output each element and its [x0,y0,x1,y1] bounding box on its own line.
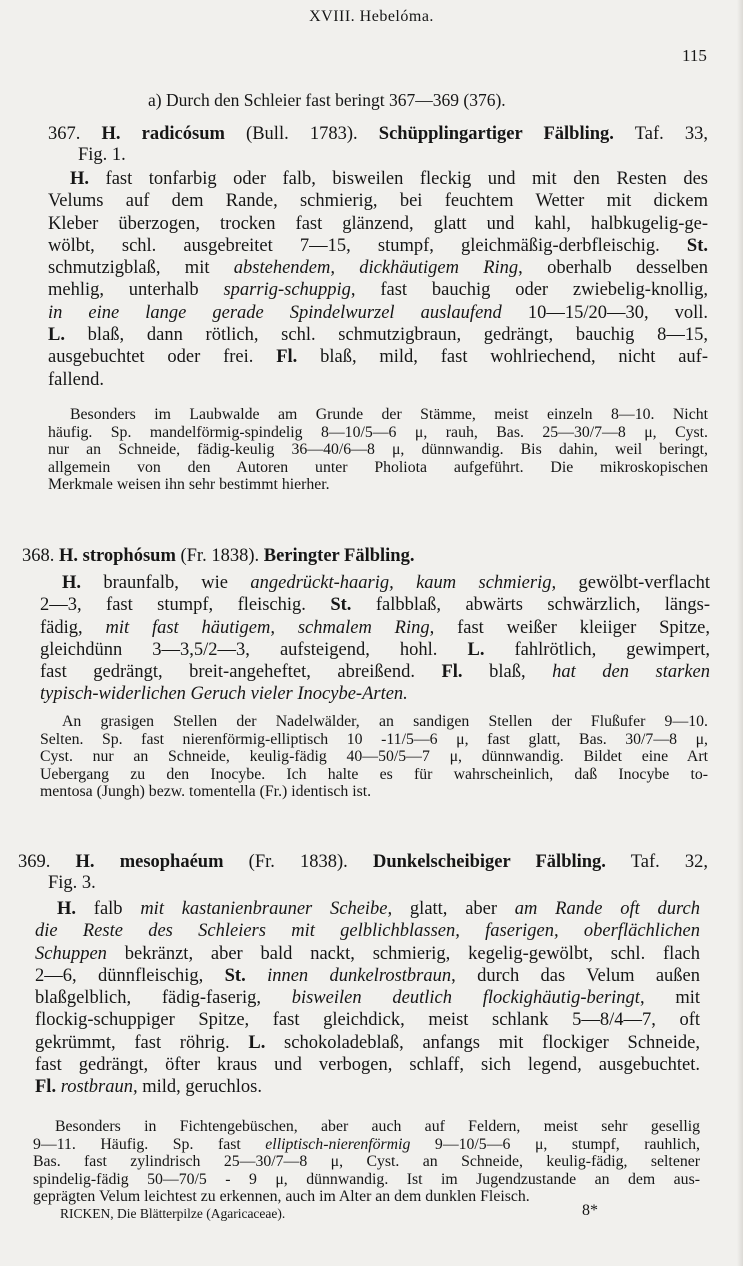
text-run: mentosa (Jungh) bezw. tomentella (Fr.) identisch ist. [40,783,372,801]
text-line [33,1153,700,1171]
text-line [40,748,708,766]
text-run: (Fr. 1838). [223,852,373,872]
italic-text: am Rande oft durch [514,899,700,919]
entry-368-notes [40,713,708,801]
text-line [48,124,708,145]
text-run: gekrümmt, fast röhrig. [35,1032,249,1053]
text-run: ausgebuchtet oder frei. [48,347,277,368]
text-line [35,1076,700,1098]
text-line [48,302,708,324]
entry-369-heading [18,852,708,894]
text-run: Besonders im Laubwalde am Grunde der Stämme, meist einzeln 8—10. Nicht [70,406,708,423]
text-run: Cyst. nur an Schneide, keulig-fädig 40—50/5—7 μ, dünnwandig. Bildet eine Art [40,748,708,766]
text-line [40,713,708,731]
bold-text: H. [57,899,77,919]
bold-text: H. radicósum [101,124,225,144]
text-run: wölbt, schl. ausgebreitet 7—15, stumpf, gleichmäßig-derbfleischig. [48,235,687,256]
text-line [48,145,708,166]
text-line [48,235,708,257]
text-line [35,898,700,920]
entry-367-notes [48,406,708,494]
text-line [35,1032,700,1054]
text-run: bekränzt, aber bald nackt, schmierig, kegelig-gewölbt, schl. flach [106,943,700,964]
text-run: , fast bauchig oder zwiebelig-knollig, [350,280,708,301]
bold-text: St. [224,965,246,986]
page-number: 115 [682,46,707,65]
italic-text: elliptisch-nierenförmig [265,1135,411,1153]
text-line [48,406,708,424]
bold-text: St. [330,595,352,616]
text-run: Taf. 33, [613,124,708,144]
text-run: (Bull. 1783). [224,124,379,144]
italic-text: bisweilen deutlich flockighäutig-beringt [291,988,640,1009]
italic-text: angedrückt-haarig, kaum schmierig, [250,573,557,593]
text-run: Besonders in Fichtengebüschen, aber auch auf Feldern, meist sehr gesellig [55,1118,700,1135]
text-line [48,346,708,368]
bold-text: Beringter Fälbling. [263,546,415,566]
text-run: 9—10/5—6 μ, stumpf, rauhlich, [410,1135,700,1153]
text-line [35,920,700,942]
text-run: , durch das Velum außen [451,965,701,986]
bold-text: L. [248,1032,266,1053]
text-run: Fig. 1. [78,145,126,165]
italic-text: in eine lange gerade Spindelwurzel auslaufend [48,302,502,323]
bold-text: H. [62,573,82,593]
text-run: blaß, dann rötlich, schl. schmutzigbraun, gedrängt, bauchig 8—15, [64,325,708,346]
text-run: falb [76,899,141,919]
text-run: nur an Schneide, fädig-keulig 36—40/6—8 μ, dünnwandig. Bis dahin, weil beringt, [48,441,708,459]
text-line [18,852,708,873]
text-run: gewölbt-verflacht [556,573,710,593]
section-title: a) Durch den Schleier fast beringt 367—369 (376). [148,90,506,110]
bold-text: Dunkelscheibiger Fälbling. [372,852,606,872]
text-line [40,617,710,639]
text-run: braunfalb, wie [81,573,251,593]
text-run: flockig-schuppiger Spitze, fast gleichdick, meist schlank 5—8/4—7, oft [35,1010,700,1031]
text-run: fast tonfarbig oder falb, bisweilen fleckig und mit den Resten des [89,169,708,189]
entry-369-notes [33,1118,700,1206]
bold-text: H. strophósum [59,546,176,566]
scan-edge-shadow [737,0,743,1266]
text-run [246,966,267,986]
text-line [48,324,708,346]
italic-text: mit kastanienbrauner Scheibe, [140,899,393,919]
text-line [18,873,708,894]
text-run: 367. [48,124,102,144]
italic-text: innen dunkelrostbraun [267,965,452,986]
text-line [48,441,708,459]
bold-text: H. mesophaéum [75,852,224,872]
text-run: 10—15/20—30, voll. [501,302,709,323]
bold-text: Schüpplingartiger Fälbling. [378,124,614,144]
text-line [48,168,708,190]
text-line [48,279,708,301]
text-run: , oberhalb desselben [518,258,708,279]
text-run: fahlrötlich, gewimpert, [484,639,710,660]
text-run: blaß, mild, fast wohlriechend, nicht auf- [297,347,708,368]
italic-text: rostbraun, [60,1077,138,1098]
text-run: schmutzigblaß, mit [48,258,234,279]
text-run: , fast weißer kleiiger Spitze, [429,617,710,638]
bold-text: L. [48,325,65,346]
text-line [35,987,700,1009]
text-run: , mit [639,988,700,1009]
text-line [48,190,708,212]
text-run: blaßgelblich, fädig-faserig, [35,988,292,1009]
text-run: schokoladeblaß, anfangs mit flockiger Schneide, [265,1032,700,1053]
italic-text: typisch-widerlichen Geruch vieler Inocybe-Arten. [40,684,408,705]
text-run: Bas. fast zylindrisch 25—30/7—8 μ, Cyst. an Schneide, keulig-fädig, seltener [33,1153,700,1171]
italic-text: sparrig-schuppig [223,280,351,301]
bold-text: St. [686,235,708,256]
text-line [35,943,700,965]
italic-text: mit fast häutigem, schmalem Ring [105,617,430,638]
text-line [35,965,700,987]
bold-text: Fl. [441,662,463,683]
text-run: spindelig-fädig 50—70/5 - 9 μ, dünnwandig. Ist im Jugendzustande an dem aus- [33,1170,700,1188]
text-line [48,369,708,391]
bold-text: Fl. [35,1077,57,1098]
bold-text: H. [70,169,90,189]
text-run: häufig. Sp. mandelförmig-spindelig 8—10/5—6 μ, rauh, Bas. 25—30/7—8 μ, Cyst. [48,423,708,441]
text-line [33,1171,700,1189]
text-line [48,257,708,279]
text-line [48,459,708,477]
text-run: 2—3, fast stumpf, fleischig. [40,595,331,616]
text-line [40,594,710,616]
text-line [22,546,712,567]
text-run: Uebergang zu den Inocybe. Ich halte es für wahrscheinlich, daß Inocybe to- [40,765,708,783]
text-run: mild, geruchlos. [137,1077,262,1098]
text-run: fädig, [40,617,106,638]
text-run: geprägten Velum leichtest zu erkennen, auch im Alter an dem dunklen Fleisch. [33,1188,530,1206]
text-line [35,1009,700,1031]
text-run: 2—6, dünnfleischig, [35,965,225,986]
text-run: mehlig, unterhalb [48,280,224,301]
bold-text: L. [467,639,485,660]
text-run: An grasigen Stellen der Nadelwälder, an sandigen Stellen der Flußufer 9—10. [62,713,708,730]
text-line [40,683,710,705]
text-run: fallend. [48,369,104,390]
text-run: Selten. Sp. fast nierenförmig-elliptisch 10 -11/5—6 μ, fast glatt, Bas. 30/7—8 μ, [40,730,708,748]
text-line [40,572,710,594]
italic-text: abstehendem, dickhäutigem Ring [233,258,519,279]
text-line [33,1188,700,1206]
text-run: 368. [22,546,59,566]
text-line [40,639,710,661]
text-line [48,213,708,235]
text-run: 9—11. Häufig. Sp. fast [33,1135,266,1153]
text-run: 369. [18,852,76,872]
signature-mark: 8* [582,1202,598,1219]
italic-text: Schuppen [35,943,107,964]
text-run: glatt, aber [392,899,515,919]
text-run: Taf. 32, [605,852,709,872]
text-run: Merkmale weisen ihn sehr bestimmt hierher. [48,476,330,494]
text-line [35,1054,700,1076]
entry-369-description [35,898,700,1099]
text-run: gleichdünn 3—3,5/2—3, aufsteigend, hohl. [40,639,468,660]
text-line [40,783,708,801]
text-line [40,661,710,683]
text-run: fast gedrängt, breit-angeheftet, abreißend. [40,662,442,683]
text-run: fast gedrängt, öfter kraus und verbogen, schlaff, sich legend, ausgebuchtet. [35,1055,700,1076]
italic-text: hat den starken [552,662,710,683]
text-run: (Fr. 1838). [175,546,264,566]
bold-text: Fl. [276,347,298,368]
text-run: allgemein von den Autoren unter Pholiota aufgeführt. Die mikroskopischen [48,458,708,476]
entry-367-description [48,168,708,391]
text-line [48,424,708,442]
text-run: falbblaß, abwärts schwärzlich, längs- [351,595,710,616]
text-line [48,476,708,494]
text-line [33,1136,700,1154]
text-run: Fig. 3. [48,873,96,893]
entry-368-description [40,572,710,706]
running-head: XVIII. Hebelóma. [309,8,434,25]
italic-text: die Reste des Schleiers mit gelblichblassen, faserigen, oberflächlichen [35,921,700,942]
entry-368-heading [22,546,712,567]
footer-source: RICKEN, Die Blätterpilze (Agaricaceae). [60,1206,286,1221]
text-run: Velums auf dem Rande, schmierig, bei feuchtem Wetter mit dickem [48,191,708,212]
text-line [40,766,708,784]
text-line [40,731,708,749]
entry-367-heading [48,124,708,166]
text-line [33,1118,700,1136]
text-run: Kleber überzogen, trocken fast glänzend, glatt und kahl, halbkugelig-ge- [48,213,708,234]
text-run: blaß, [462,662,553,683]
